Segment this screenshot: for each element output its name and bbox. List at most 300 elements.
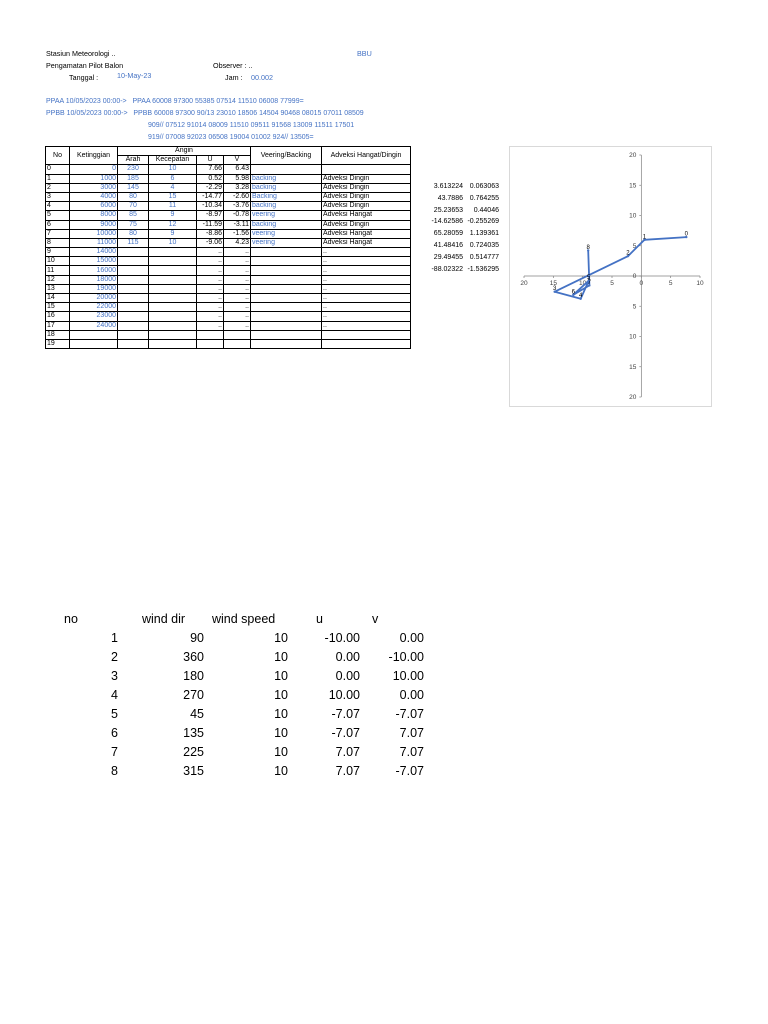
y-tick-label: 5 <box>632 242 637 250</box>
row-advection: .. <box>322 266 411 275</box>
wind-row-dir: 270 <box>183 687 204 702</box>
col-header-veering: Veering/Backing <box>251 147 322 165</box>
row-speed <box>149 303 197 312</box>
row-height: 10000 <box>70 229 118 238</box>
wind-row-v: -7.07 <box>395 706 424 721</box>
row-veering-backing <box>251 284 322 293</box>
row-height: 15000 <box>70 257 118 266</box>
side-values-column <box>413 181 499 275</box>
wind-row-v: -7.07 <box>395 763 424 778</box>
side-value-row <box>413 264 499 276</box>
row-advection: Adveksi Dingin <box>322 192 411 201</box>
row-advection: Adveksi Hangat <box>322 211 411 220</box>
hodograph-chart-frame <box>509 146 712 407</box>
row-height: 11000 <box>70 238 118 247</box>
row-v: -3.76 <box>224 202 251 211</box>
wind-row-dir: 315 <box>183 763 204 778</box>
row-direction <box>118 330 149 339</box>
row-advection: Adveksi Dingin <box>322 174 411 183</box>
station-label: Stasiun Meteorologi .. <box>46 49 116 58</box>
pilot-balloon-table <box>45 146 411 349</box>
table-row <box>46 229 411 238</box>
row-veering-backing <box>251 257 322 266</box>
wind-row-dir: 45 <box>190 706 204 721</box>
wind-table-row <box>52 723 424 742</box>
hodograph-point-label: 2 <box>626 250 630 257</box>
row-no: 12 <box>46 275 70 284</box>
side-value-row <box>413 240 499 252</box>
row-direction <box>118 339 149 348</box>
wind-row-no: 2 <box>111 649 118 664</box>
hodograph-point-label: 3 <box>553 286 557 293</box>
row-no: 10 <box>46 257 70 266</box>
row-no: 15 <box>46 303 70 312</box>
row-speed <box>149 248 197 257</box>
side-value-a: 43.7886 <box>437 194 463 202</box>
row-u: .. <box>197 257 224 266</box>
row-no: 1 <box>46 174 70 183</box>
row-advection: Adveksi Dingin <box>322 220 411 229</box>
row-veering-backing <box>251 330 322 339</box>
row-height: 24000 <box>70 321 118 330</box>
row-height: 22000 <box>70 303 118 312</box>
row-v: .. <box>224 312 251 321</box>
row-veering-backing <box>251 294 322 303</box>
wind-table-row <box>52 647 424 666</box>
row-advection: Adveksi Hangat <box>322 238 411 247</box>
col-header-speed: Kecepatan <box>149 156 197 165</box>
wind-row-speed: 10 <box>274 744 288 759</box>
row-u: .. <box>197 312 224 321</box>
wind-row-no: 6 <box>111 725 118 740</box>
row-no: 9 <box>46 248 70 257</box>
row-u: .. <box>197 321 224 330</box>
hodograph-point-label: 5 <box>587 275 591 282</box>
row-speed <box>149 284 197 293</box>
row-direction <box>118 312 149 321</box>
hodograph-point-label: 0 <box>684 231 688 238</box>
side-value-a: 41.48416 <box>433 241 463 249</box>
row-v: 5.98 <box>224 174 251 183</box>
wind-row-speed: 10 <box>274 706 288 721</box>
table-row <box>46 238 411 247</box>
row-veering-backing <box>251 312 322 321</box>
wind-table-row <box>52 628 424 647</box>
col-header-v: V <box>224 156 251 165</box>
row-veering-backing: backing <box>251 183 322 192</box>
wind-row-u: -10.00 <box>324 630 360 645</box>
row-speed: 6 <box>149 174 197 183</box>
row-u: .. <box>197 303 224 312</box>
wind-table-row <box>52 704 424 723</box>
row-speed: 15 <box>149 192 197 201</box>
row-speed <box>149 312 197 321</box>
side-value-a: 65.28059 <box>433 230 463 238</box>
row-no: 18 <box>46 330 70 339</box>
table-row <box>46 330 411 339</box>
row-u: 0.52 <box>197 174 224 183</box>
wind-test-table <box>52 609 424 780</box>
wind-row-dir: 135 <box>183 725 204 740</box>
y-tick-label: 10 <box>629 212 637 220</box>
row-veering-backing <box>251 248 322 257</box>
row-direction <box>118 248 149 257</box>
row-v: -3.11 <box>224 220 251 229</box>
side-value-a: 25.23653 <box>433 206 463 214</box>
row-advection: .. <box>322 275 411 284</box>
row-v: .. <box>224 275 251 284</box>
x-tick-label: 10 <box>579 280 587 287</box>
wind-row-v: 0.00 <box>399 630 424 645</box>
wind-row-u: 10.00 <box>328 687 360 702</box>
ppbb-code-line-1: PPBB 10/05/2023 00:00-> PPBB 60008 97300 90/13 23010 18506 14504 90468 08015 07011 08509 <box>46 110 364 117</box>
y-tick-label: 20 <box>629 394 637 402</box>
row-speed <box>149 266 197 275</box>
row-speed: 9 <box>149 229 197 238</box>
wind-row-u: 0.00 <box>335 668 360 683</box>
row-speed <box>149 294 197 303</box>
wind-row-v: 10.00 <box>392 668 424 683</box>
hodograph-chart <box>510 147 711 406</box>
side-value-row <box>413 216 499 228</box>
row-v: 3.28 <box>224 183 251 192</box>
row-direction: 185 <box>118 174 149 183</box>
side-value-b: 0.764255 <box>469 194 499 202</box>
row-v: .. <box>224 284 251 293</box>
row-u: -10.34 <box>197 202 224 211</box>
row-advection: .. <box>322 294 411 303</box>
wind-row-u: -7.07 <box>331 725 360 740</box>
table-row <box>46 303 411 312</box>
table-row <box>46 266 411 275</box>
row-veering-backing <box>251 266 322 275</box>
report-title: Pengamatan Pilot Balon <box>46 61 124 70</box>
row-height: 18000 <box>70 275 118 284</box>
row-height: 4000 <box>70 192 118 201</box>
side-value-b: 0.44046 <box>473 206 499 214</box>
row-no: 7 <box>46 229 70 238</box>
time-label: Jam : <box>225 73 243 82</box>
wind-row-v: 7.07 <box>399 744 424 759</box>
wind-row-no: 7 <box>111 744 118 759</box>
row-height <box>70 330 118 339</box>
wind-row-dir: 360 <box>183 649 204 664</box>
side-value-row <box>413 193 499 205</box>
row-advection <box>322 165 411 174</box>
row-direction: 115 <box>118 238 149 247</box>
row-direction <box>118 257 149 266</box>
wind-row-speed: 10 <box>274 668 288 683</box>
wind-row-v: 0.00 <box>399 687 424 702</box>
ppbb-code-line-3: 919// 07008 92023 06508 19004 01002 924// 13505= <box>148 134 314 141</box>
side-value-row <box>413 228 499 240</box>
col-header-height: Ketinggian <box>70 147 118 165</box>
wind-row-v: -10.00 <box>388 649 424 664</box>
wind-row-dir: 90 <box>190 630 204 645</box>
row-veering-backing: Backing <box>251 192 322 201</box>
x-tick-label: 0 <box>639 280 644 287</box>
row-u: -9.06 <box>197 238 224 247</box>
side-value-row <box>413 205 499 217</box>
row-height: 14000 <box>70 248 118 257</box>
col-header-wind: Angin <box>118 147 251 156</box>
wind-header-no: no <box>64 611 78 626</box>
row-no: 17 <box>46 321 70 330</box>
wind-header-v: v <box>372 611 379 626</box>
wind-row-dir: 225 <box>183 744 204 759</box>
wind-row-speed: 10 <box>274 630 288 645</box>
row-u <box>197 339 224 348</box>
row-height: 16000 <box>70 266 118 275</box>
row-height <box>70 339 118 348</box>
hodograph-point-label: 7 <box>587 279 592 286</box>
row-advection: .. <box>322 303 411 312</box>
hodograph-point-label: 4 <box>579 293 583 300</box>
row-speed: 4 <box>149 183 197 192</box>
row-height: 20000 <box>70 294 118 303</box>
table-row <box>46 174 411 183</box>
row-height: 8000 <box>70 211 118 220</box>
table-row <box>46 294 411 303</box>
y-tick-label: 15 <box>629 363 637 371</box>
row-no: 2 <box>46 183 70 192</box>
row-veering-backing <box>251 321 322 330</box>
row-speed <box>149 275 197 284</box>
wind-row-no: 4 <box>111 687 118 702</box>
ppbb-code-line-2: 909// 07512 91014 08009 11510 09511 91568 13009 11511 17501 <box>148 122 355 129</box>
side-value-row <box>413 181 499 193</box>
row-height: 0 <box>70 165 118 174</box>
wind-row-u: 7.07 <box>335 763 360 778</box>
row-advection: Adveksi Dingin <box>322 202 411 211</box>
row-v: .. <box>224 257 251 266</box>
row-u: -8.97 <box>197 211 224 220</box>
table-row <box>46 284 411 293</box>
row-v: .. <box>224 266 251 275</box>
row-v: .. <box>224 294 251 303</box>
row-u: -14.77 <box>197 192 224 201</box>
ppaa-code-line: PPAA 10/05/2023 00:00-> PPAA 60008 97300 55385 07514 11510 06008 77999= <box>46 98 304 105</box>
x-tick-label: 20 <box>520 280 528 287</box>
row-no: 0 <box>46 165 70 174</box>
y-tick-label: 10 <box>629 333 637 341</box>
col-header-no: No <box>46 147 70 165</box>
x-tick-label: 10 <box>696 280 704 287</box>
row-height: 3000 <box>70 183 118 192</box>
x-tick-label: 5 <box>610 280 614 287</box>
row-veering-backing: veering <box>251 238 322 247</box>
row-direction <box>118 303 149 312</box>
wind-table-row <box>52 742 424 761</box>
row-height: 23000 <box>70 312 118 321</box>
row-speed: 10 <box>149 238 197 247</box>
row-v: 4.23 <box>224 238 251 247</box>
wind-table-row <box>52 685 424 704</box>
y-tick-label: 15 <box>629 182 637 190</box>
row-speed: 11 <box>149 202 197 211</box>
side-value-a: -88.02322 <box>431 265 463 273</box>
row-v: -0.78 <box>224 211 251 220</box>
row-veering-backing: veering <box>251 229 322 238</box>
row-no: 8 <box>46 238 70 247</box>
row-veering-backing: backing <box>251 202 322 211</box>
row-advection <box>322 330 411 339</box>
row-veering-backing <box>251 339 322 348</box>
row-no: 4 <box>46 202 70 211</box>
date-value: 10-May-23 <box>117 71 152 80</box>
row-height: 1000 <box>70 174 118 183</box>
wind-header-dir: wind dir <box>142 611 186 626</box>
wind-table-row <box>52 666 424 685</box>
row-v <box>224 330 251 339</box>
table-row <box>46 165 411 174</box>
row-veering-backing: backing <box>251 220 322 229</box>
observer-label: Observer : .. <box>213 61 253 70</box>
row-height: 19000 <box>70 284 118 293</box>
wind-row-dir: 180 <box>183 668 204 683</box>
wind-row-speed: 10 <box>274 725 288 740</box>
side-value-b: -0.255269 <box>467 218 499 226</box>
side-value-b: 0.514777 <box>469 253 499 261</box>
row-u: -2.29 <box>197 183 224 192</box>
table-row <box>46 211 411 220</box>
station-code: BBU <box>357 49 372 58</box>
row-advection: .. <box>322 312 411 321</box>
wind-row-speed: 10 <box>274 649 288 664</box>
row-v: -1.56 <box>224 229 251 238</box>
col-header-dir: Arah <box>118 156 149 165</box>
side-value-b: 0.724035 <box>469 241 499 249</box>
table-row <box>46 275 411 284</box>
row-direction <box>118 266 149 275</box>
table-row <box>46 183 411 192</box>
row-no: 6 <box>46 220 70 229</box>
row-direction: 75 <box>118 220 149 229</box>
row-speed: 10 <box>149 165 197 174</box>
row-v: 6.43 <box>224 165 251 174</box>
row-direction: 145 <box>118 183 149 192</box>
row-advection: .. <box>322 248 411 257</box>
side-value-row <box>413 252 499 264</box>
col-header-advection: Adveksi Hangat/Dingin <box>322 147 411 165</box>
wind-row-no: 1 <box>111 630 118 645</box>
row-advection: .. <box>322 257 411 266</box>
wind-row-no: 3 <box>111 668 118 683</box>
hodograph-point-label: 8 <box>586 244 590 251</box>
row-direction <box>118 294 149 303</box>
row-advection <box>322 339 411 348</box>
row-speed <box>149 339 197 348</box>
wind-row-no: 5 <box>111 706 118 721</box>
row-direction <box>118 284 149 293</box>
row-speed: 9 <box>149 211 197 220</box>
row-direction: 80 <box>118 229 149 238</box>
wind-header-u: u <box>316 611 323 626</box>
y-tick-label: 0 <box>632 273 637 281</box>
side-value-b: 0.063063 <box>469 183 499 190</box>
row-v <box>224 339 251 348</box>
wind-row-v: 7.07 <box>399 725 424 740</box>
hodograph-point-label: 6 <box>571 289 576 296</box>
table-row <box>46 248 411 257</box>
side-value-b: 1.139361 <box>469 230 499 238</box>
row-direction <box>118 275 149 284</box>
side-value-b: -1.536295 <box>467 265 499 273</box>
table-row <box>46 312 411 321</box>
table-row <box>46 192 411 201</box>
row-u: .. <box>197 248 224 257</box>
row-direction <box>118 321 149 330</box>
row-direction: 70 <box>118 202 149 211</box>
row-u: .. <box>197 284 224 293</box>
hodograph-point-label: 1 <box>642 234 647 241</box>
row-speed <box>149 257 197 266</box>
row-no: 5 <box>46 211 70 220</box>
row-speed <box>149 330 197 339</box>
row-u: 7.66 <box>197 165 224 174</box>
time-value: 00.002 <box>251 73 273 82</box>
row-veering-backing: veering <box>251 211 322 220</box>
side-value-a: 29.49455 <box>433 253 463 261</box>
row-no: 13 <box>46 284 70 293</box>
row-direction: 230 <box>118 165 149 174</box>
row-veering-backing: backing <box>251 174 322 183</box>
y-tick-label: 20 <box>629 152 637 160</box>
row-u: -11.59 <box>197 220 224 229</box>
row-advection: .. <box>322 321 411 330</box>
row-direction: 80 <box>118 192 149 201</box>
row-v: .. <box>224 321 251 330</box>
row-no: 19 <box>46 339 70 348</box>
wind-row-speed: 10 <box>274 687 288 702</box>
row-no: 11 <box>46 266 70 275</box>
row-no: 14 <box>46 294 70 303</box>
row-height: 6000 <box>70 202 118 211</box>
wind-row-no: 8 <box>111 763 118 778</box>
wind-table-row <box>52 761 424 780</box>
table-row <box>46 220 411 229</box>
row-v: .. <box>224 303 251 312</box>
table-row <box>46 202 411 211</box>
row-speed: 12 <box>149 220 197 229</box>
row-no: 3 <box>46 192 70 201</box>
wind-row-u: 7.07 <box>335 744 360 759</box>
col-header-u: U <box>197 156 224 165</box>
row-direction: 85 <box>118 211 149 220</box>
side-value-a: 3.613224 <box>433 183 463 190</box>
row-u: .. <box>197 275 224 284</box>
row-height: 9000 <box>70 220 118 229</box>
x-tick-label: 5 <box>668 280 673 287</box>
row-advection: Adveksi Hangat <box>322 229 411 238</box>
y-tick-label: 5 <box>632 303 637 311</box>
row-no: 16 <box>46 312 70 321</box>
date-label: Tanggal : <box>69 73 99 82</box>
row-u: -8.86 <box>197 229 224 238</box>
row-advection: Adveksi Dingin <box>322 183 411 192</box>
row-u: .. <box>197 294 224 303</box>
wind-row-speed: 10 <box>274 763 288 778</box>
row-veering-backing <box>251 303 322 312</box>
wind-row-u: -7.07 <box>331 706 360 721</box>
row-advection: .. <box>322 284 411 293</box>
table-row <box>46 339 411 348</box>
row-veering-backing <box>251 275 322 284</box>
row-v: -2.60 <box>224 192 251 201</box>
row-v: .. <box>224 248 251 257</box>
wind-row-u: 0.00 <box>335 649 360 664</box>
row-u <box>197 330 224 339</box>
